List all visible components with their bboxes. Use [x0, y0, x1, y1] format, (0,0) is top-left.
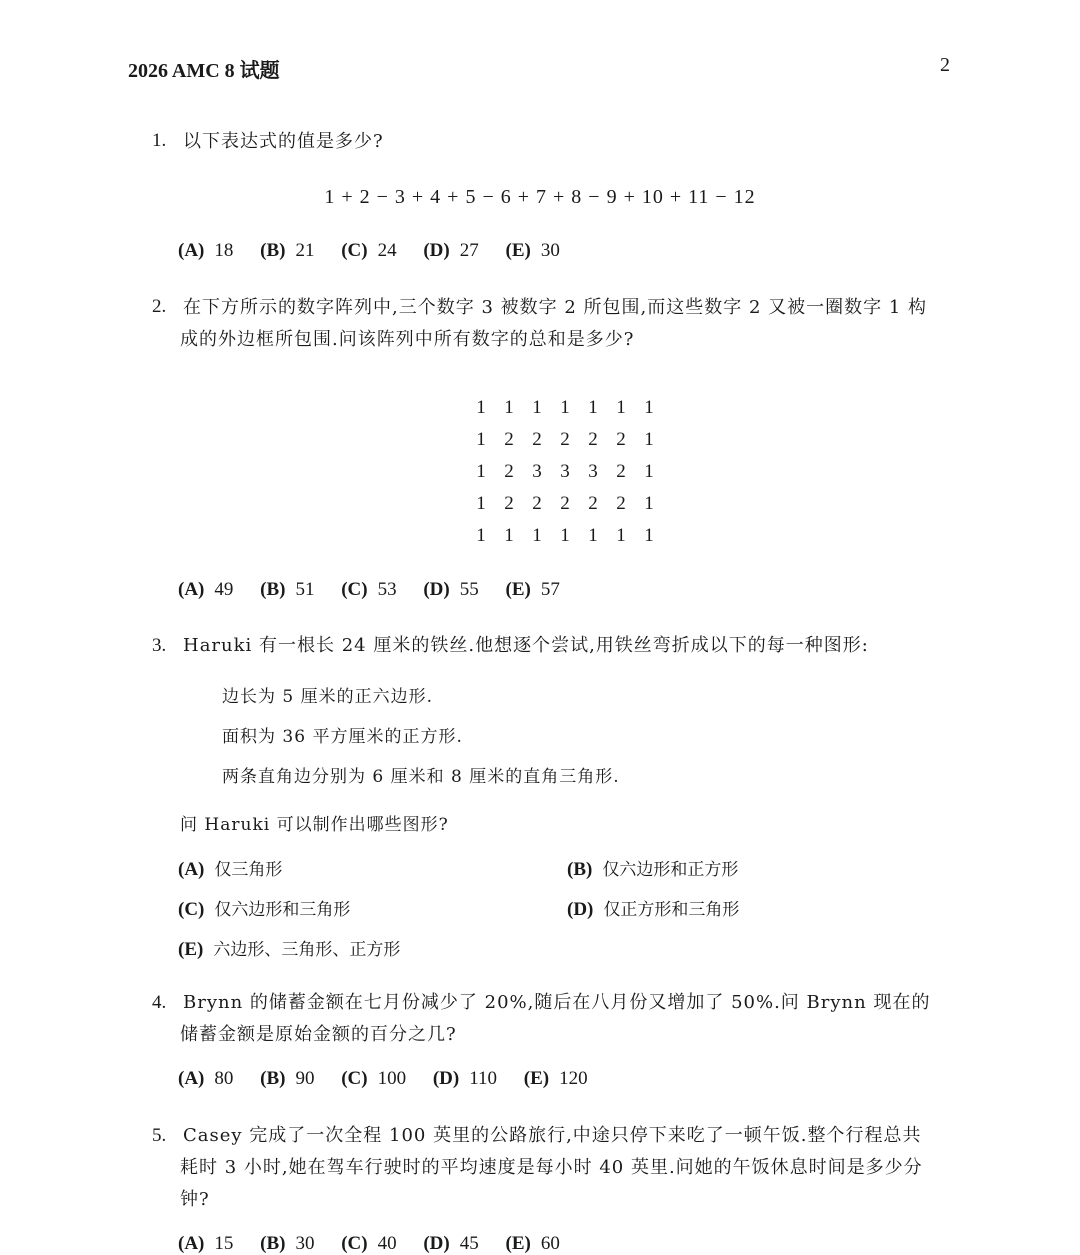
grid-cell: 1 — [560, 525, 570, 546]
choice-c[interactable]: (C) 53 — [341, 579, 397, 600]
grid-cell: 2 — [504, 429, 514, 450]
grid-cell: 1 — [476, 493, 486, 514]
problem-text-line-3: 钟? — [180, 1189, 210, 1210]
grid-row — [467, 424, 663, 456]
number-grid — [467, 392, 663, 552]
choice-e[interactable]: (E) 六边形、三角形、正方形 — [178, 939, 401, 960]
answer-choices — [178, 579, 582, 601]
answer-choices — [178, 240, 582, 262]
grid-cell: 2 — [532, 493, 542, 514]
choice-e[interactable]: (E) 120 — [523, 1068, 588, 1089]
grid-cell: 1 — [476, 461, 486, 482]
page-header-title: 2026 AMC 8 试题 — [128, 60, 280, 82]
problem-number: 5. — [152, 1125, 167, 1146]
grid-cell: 2 — [532, 429, 542, 450]
grid-cell: 2 — [616, 493, 626, 514]
grid-cell: 1 — [476, 525, 486, 546]
answer-choices — [178, 1233, 582, 1255]
problem-text: Haruki 有一根长 24 厘米的铁丝.他想逐个尝试,用铁丝弯折成以下的每一种图形: — [183, 635, 869, 656]
problem-text-line-2: 储蓄金额是原始金额的百分之几? — [180, 1024, 457, 1045]
choice-b[interactable]: (B) 51 — [260, 579, 315, 600]
grid-cell: 1 — [476, 429, 486, 450]
choice-b[interactable]: (B) 30 — [260, 1233, 315, 1254]
shape-item: 面积为 36 平方厘米的正方形. — [222, 727, 463, 747]
choice-e[interactable]: (E) 57 — [505, 579, 560, 600]
grid-cell: 3 — [588, 461, 598, 482]
problem-text: 以下表达式的值是多少? — [183, 131, 384, 152]
choice-e[interactable]: (E) 30 — [505, 240, 560, 261]
choice-b[interactable]: (B) 90 — [260, 1068, 315, 1089]
grid-row — [467, 456, 663, 488]
problem-text-line-2: 成的外边框所包围.问该阵列中所有数字的总和是多少? — [180, 329, 635, 350]
grid-cell: 3 — [560, 461, 570, 482]
choice-a[interactable]: (A) 80 — [178, 1068, 234, 1089]
problem-text-line-2: 耗时 3 小时,她在驾车行驶时的平均速度是每小时 40 英里.问她的午饭休息时间是多少分 — [180, 1157, 923, 1178]
problem-text-line-1: Casey 完成了一次全程 100 英里的公路旅行,中途只停下来吃了一顿午饭.整个行程总共 — [183, 1125, 922, 1146]
grid-cell: 2 — [560, 493, 570, 514]
grid-cell: 1 — [504, 397, 514, 418]
grid-cell: 1 — [644, 461, 654, 482]
grid-cell: 1 — [616, 525, 626, 546]
problem-number: 4. — [152, 992, 167, 1013]
grid-cell: 2 — [560, 429, 570, 450]
choice-c[interactable]: (C) 40 — [341, 1233, 397, 1254]
grid-cell: 2 — [616, 429, 626, 450]
choice-d[interactable]: (D) 55 — [423, 579, 479, 600]
grid-cell: 1 — [532, 525, 542, 546]
grid-cell: 1 — [644, 525, 654, 546]
grid-cell: 1 — [644, 429, 654, 450]
grid-cell: 1 — [588, 525, 598, 546]
choice-d[interactable]: (D) 110 — [432, 1068, 498, 1089]
math-expression: 1 + 2 − 3 + 4 + 5 − 6 + 7 + 8 − 9 + 10 + 11 − 12 — [324, 186, 756, 208]
choice-e[interactable]: (E) 60 — [505, 1233, 560, 1254]
grid-row — [467, 392, 663, 424]
grid-cell: 1 — [560, 397, 570, 418]
choice-c[interactable]: (C) 100 — [341, 1068, 407, 1089]
problem-question: 问 Haruki 可以制作出哪些图形? — [180, 815, 449, 835]
grid-cell: 2 — [504, 493, 514, 514]
problem-text-line-1: 在下方所示的数字阵列中,三个数字 3 被数字 2 所包围,而这些数字 2 又被一圈数字 1 构 — [183, 297, 928, 318]
choice-a[interactable]: (A) 18 — [178, 240, 234, 261]
page-number: 2 — [940, 54, 950, 76]
grid-cell: 1 — [476, 397, 486, 418]
grid-row — [467, 488, 663, 520]
grid-cell: 1 — [644, 493, 654, 514]
problem-text-line-1: Brynn 的储蓄金额在七月份减少了 20%,随后在八月份又增加了 50%.问 Brynn 现在的 — [183, 992, 931, 1013]
choice-c[interactable]: (C) 24 — [341, 240, 397, 261]
choice-c[interactable]: (C) 仅六边形和三角形 — [178, 899, 351, 920]
choice-a[interactable]: (A) 15 — [178, 1233, 234, 1254]
grid-cell: 1 — [588, 397, 598, 418]
grid-cell: 1 — [532, 397, 542, 418]
choice-d[interactable]: (D) 仅正方形和三角形 — [567, 899, 740, 920]
grid-cell: 2 — [588, 429, 598, 450]
grid-cell: 1 — [644, 397, 654, 418]
choice-d[interactable]: (D) 27 — [423, 240, 479, 261]
shape-item: 边长为 5 厘米的正六边形. — [222, 687, 434, 707]
grid-cell: 2 — [588, 493, 598, 514]
grid-cell: 1 — [616, 397, 626, 418]
grid-row — [467, 520, 663, 552]
choice-b[interactable]: (B) 仅六边形和正方形 — [567, 859, 739, 880]
answer-choices — [178, 1068, 610, 1090]
problem-number: 2. — [152, 296, 167, 317]
choice-a[interactable]: (A) 49 — [178, 579, 234, 600]
shape-item: 两条直角边分别为 6 厘米和 8 厘米的直角三角形. — [222, 767, 620, 787]
grid-cell: 3 — [532, 461, 542, 482]
grid-cell: 2 — [616, 461, 626, 482]
grid-cell: 1 — [504, 525, 514, 546]
problem-number: 1. — [152, 130, 167, 151]
choice-a[interactable]: (A) 仅三角形 — [178, 859, 283, 880]
choice-d[interactable]: (D) 45 — [423, 1233, 479, 1254]
problem-number: 3. — [152, 635, 167, 656]
grid-cell: 2 — [504, 461, 514, 482]
choice-b[interactable]: (B) 21 — [260, 240, 315, 261]
